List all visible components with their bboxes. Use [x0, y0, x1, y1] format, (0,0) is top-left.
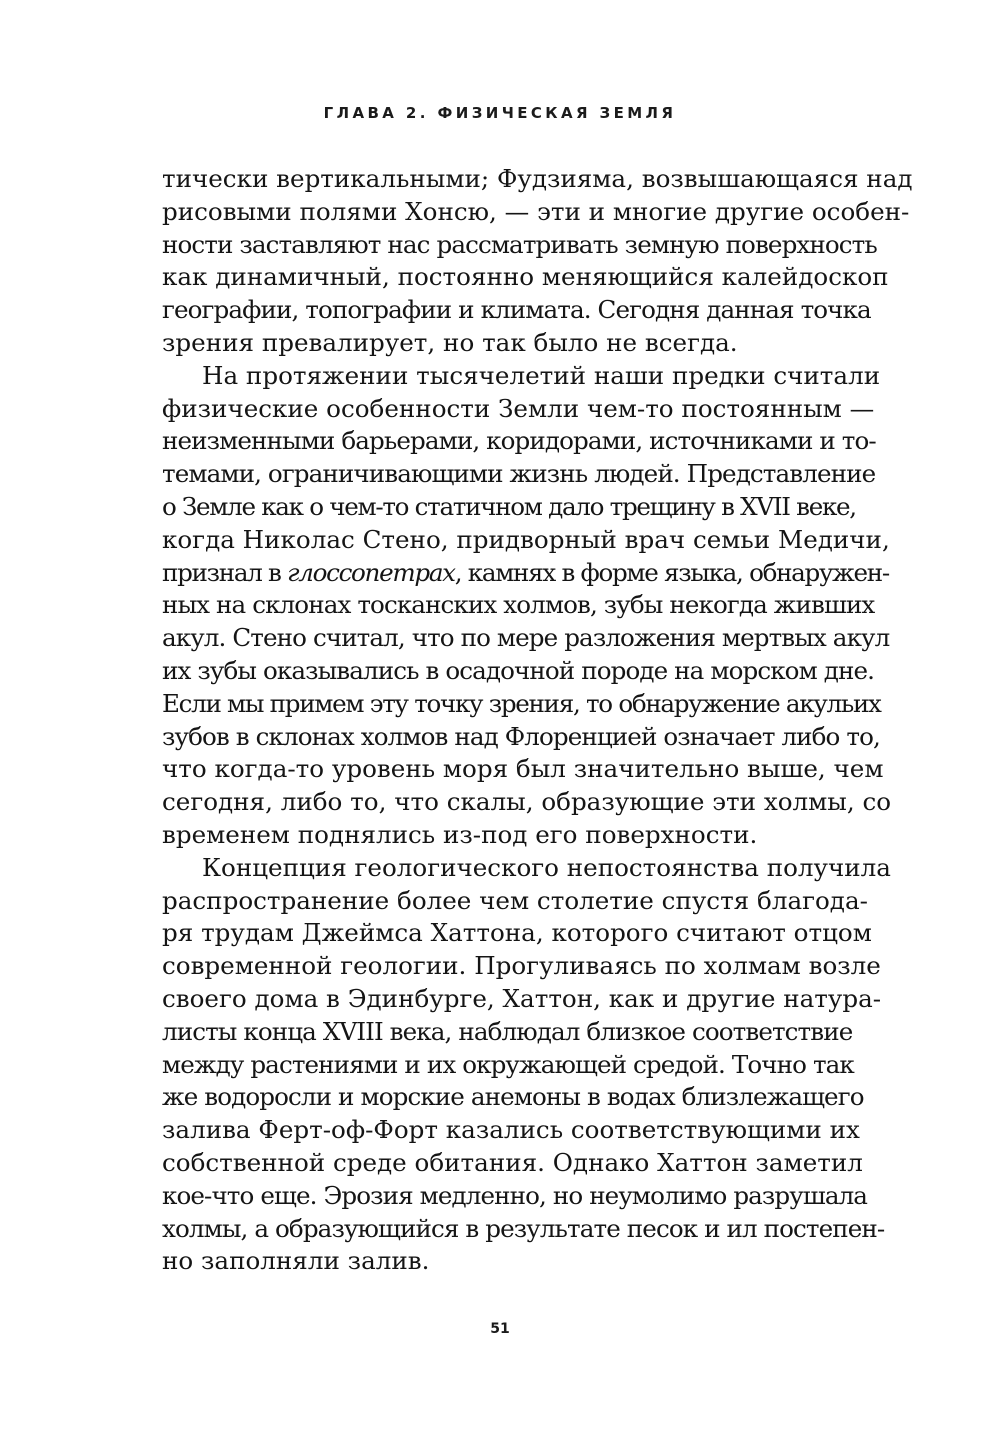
text-line: акул. Стено считал, что по мере разложения мертвых акул — [162, 623, 890, 653]
italic-term: глоссопетрах — [287, 557, 455, 587]
text-line: о Земле как о чем-то статичном дало трещину в XVII веке, — [162, 491, 856, 521]
text-line: Концепция геологического непостоянства получила — [202, 852, 891, 882]
text-line: когда Николас Стено, придворный врач семьи Медичи, — [162, 524, 890, 554]
page-body — [162, 163, 913, 1278]
paragraph-1 — [162, 163, 913, 360]
text-line: кое-что еще. Эрозия медленно, но неумолимо разрушала — [162, 1180, 868, 1210]
text-line: как динамичный, постоянно меняющийся калейдоскоп — [162, 262, 889, 292]
text-line: географии, топографии и климата. Сегодня данная точка — [162, 295, 871, 325]
text-line: же водоросли и морские анемоны в водах близлежащего — [162, 1082, 864, 1112]
text-line: На протяжении тысячелетий наши предки считали — [202, 360, 881, 390]
text-line: своего дома в Эдинбурге, Хаттон, как и другие натура- — [162, 983, 882, 1013]
text-fragment: , камнях в форме языка, обнаружен- — [454, 557, 889, 587]
text-line: но заполняли залив. — [162, 1246, 430, 1276]
text-line: ря трудам Джеймса Хаттона, которого считают отцом — [162, 918, 872, 948]
text-line: между растениями и их окружающей средой. Точно так — [162, 1049, 854, 1079]
text-line: ности заставляют нас рассматривать земную поверхность — [162, 229, 877, 259]
text-line: листы конца XVIII века, наблюдал близкое соответствие — [162, 1016, 853, 1046]
text-line: зубов в склонах холмов над Флоренцией означает либо то, — [162, 721, 880, 751]
text-line: зрения превалирует, но так было не всегда. — [162, 327, 738, 357]
text-line: их зубы оказывались в осадочной породе на морском дне. — [162, 655, 875, 685]
text-line: собственной среде обитания. Однако Хаттон заметил — [162, 1147, 863, 1177]
text-line: неизменными барьерами, коридорами, источниками и то- — [162, 426, 876, 456]
text-line: рисовыми полями Хонсю, — эти и многие другие особен- — [162, 196, 910, 226]
text-line: временем поднялись из-под его поверхности. — [162, 819, 758, 849]
text-line: физические особенности Земли чем-то постоянным — — [162, 393, 875, 423]
paragraph-3 — [162, 852, 891, 1278]
text-line: ных на склонах тосканских холмов, зубы некогда живших — [162, 590, 875, 620]
text-line: тически вертикальными; Фудзияма, возвышающаяся над — [162, 164, 913, 193]
text-line: распространение более чем столетие спустя благода- — [162, 885, 868, 915]
page-number: 51 — [490, 1321, 510, 1337]
paragraph-2 — [162, 360, 892, 852]
running-header: ГЛАВА 2. ФИЗИЧЕСКАЯ ЗЕМЛЯ — [323, 104, 677, 122]
text-line: современной геологии. Прогуливаясь по холмам возле — [162, 951, 881, 981]
text-line: залива Ферт-оф-Форт казались соответствующими их — [162, 1115, 860, 1145]
text-line — [162, 557, 889, 590]
text-line: Если мы примем эту точку зрения, то обнаружение акульих — [162, 688, 881, 718]
text-line: что когда-то уровень моря был значительно выше, чем — [162, 754, 884, 784]
text-line: темами, ограничивающими жизнь людей. Представление — [162, 459, 876, 489]
text-line: сегодня, либо то, что скалы, образующие эти холмы, со — [162, 787, 892, 817]
text-fragment: признал в — [162, 557, 288, 587]
text-line: холмы, а образующийся в результате песок и ил постепен- — [162, 1213, 885, 1243]
